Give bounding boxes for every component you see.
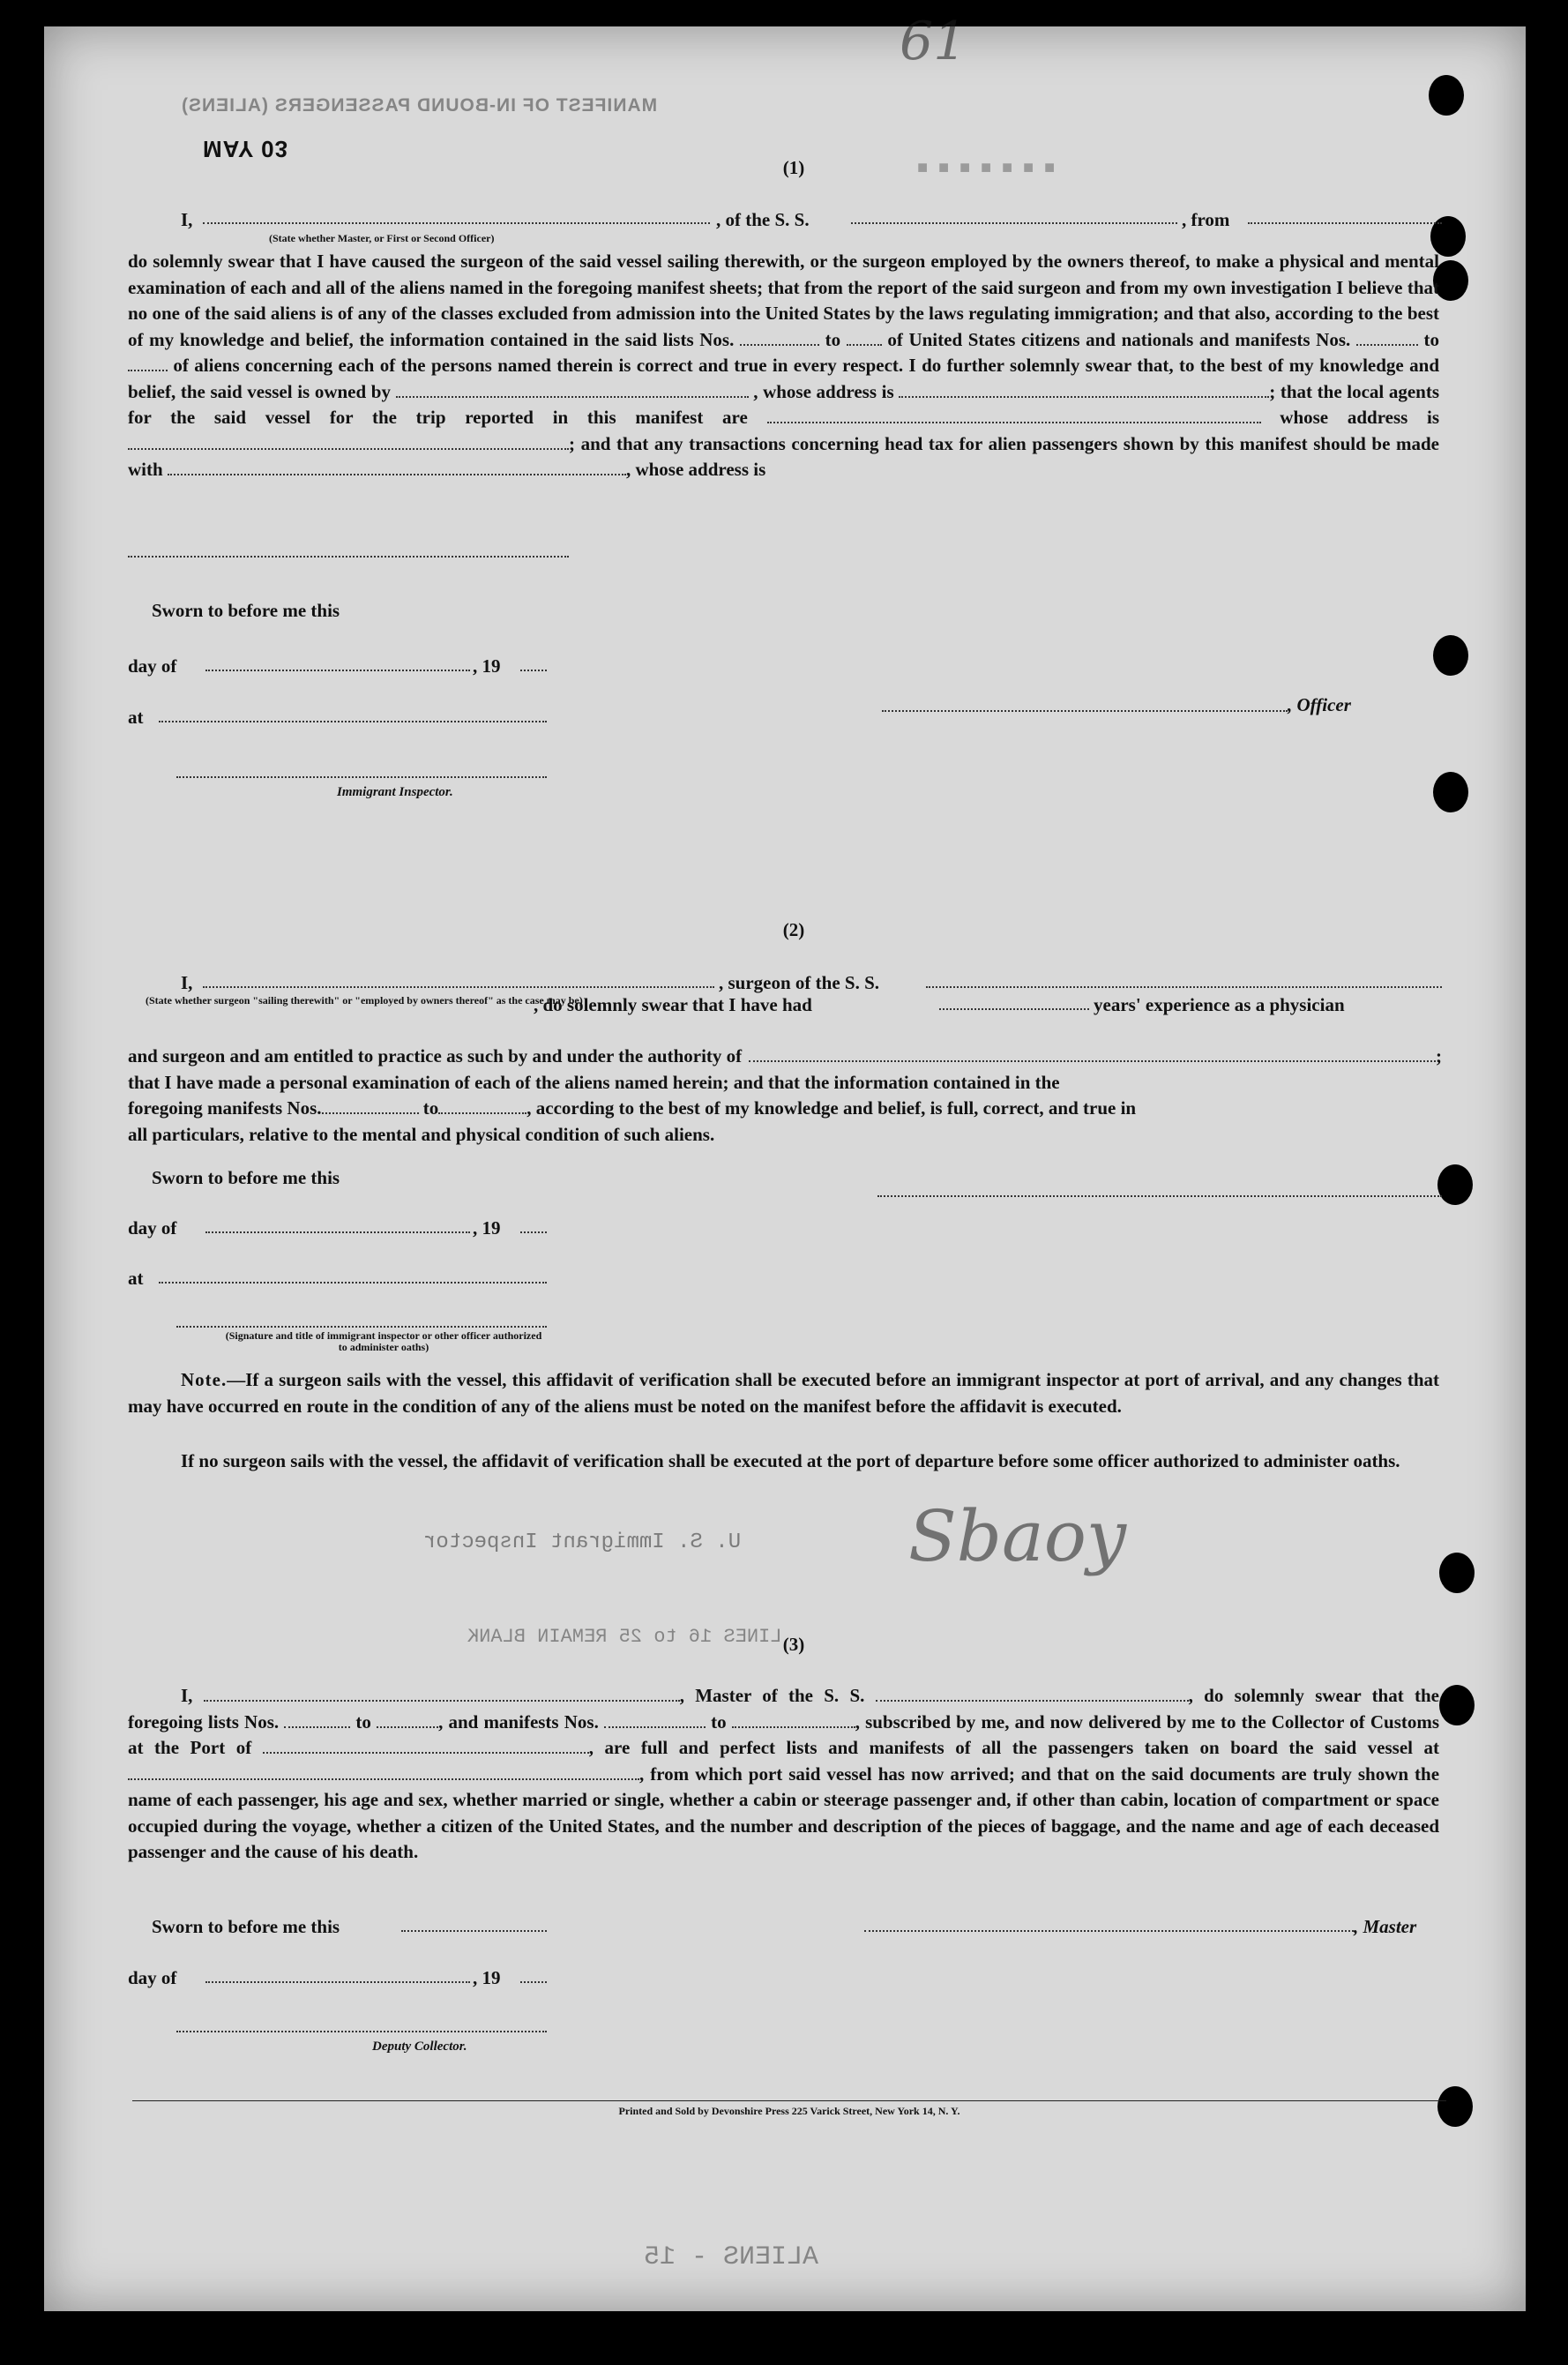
s3-oath-body: I, , Master of the S. S. , do solemnly swear that the foregoing lists Nos. to , and manifests Nos. to , subscribed by me, and now delivered by me to the Collector of Customs at the Port of , are full and perfect lists and manifests of all the passengers taken on board the said vessel at , from which port said vessel has now arrived; and that on the said documents are truly shown the name of each passenger, his age and sex, whether married or single, whether a cabin or steerage passenger and, if other than cabin, location of compartment or space occupied during the voyage, whether a citizen of the United States, and the number and description of the pieces of baggage, and the name and age of each deceased passenger and the cause of his death. [128, 1685, 1440, 1862]
s2-day-field[interactable] [205, 1231, 470, 1233]
s3-year-field[interactable] [520, 1981, 547, 1983]
s2-do-swear: , do solemnly swear that I have had [534, 994, 812, 1015]
s1-from-label: , from [1182, 209, 1230, 230]
footer-rule [132, 2100, 1446, 2101]
s1-officer-name-field[interactable] [203, 222, 710, 224]
s3-sworn-field[interactable] [401, 1930, 547, 1932]
s2-inspector-sig-field[interactable] [176, 1326, 547, 1328]
s1-inspector-caption: Immigrant Inspector. [337, 785, 453, 799]
manifest-page [44, 11, 1526, 2311]
s1-officer-label: , Officer [1288, 694, 1351, 715]
section-1-number: (1) [782, 157, 805, 178]
s1-agents-field[interactable] [767, 409, 1261, 423]
s2-surgeon-of-label: , surgeon of the S. S. [719, 972, 880, 993]
s2-year-prefix: , 19 [473, 1217, 501, 1239]
s1-manifests-to-field[interactable] [128, 357, 168, 371]
mirrored-title: MANIFEST OF IN-BOUND PASSENGERS (ALIENS) [181, 95, 658, 116]
s2-surgeon-caption: (State whether surgeon "sailing therewith" or "employed by owners thereof" as the case may be) [146, 994, 583, 1007]
s3-collector-sig-field[interactable] [176, 2031, 547, 2032]
s1-master-caption: (State whether Master, or First or Second Officer) [269, 232, 495, 244]
s3-deputy-caption: Deputy Collector. [372, 2039, 467, 2054]
s2-surgeon-name-field[interactable] [203, 986, 714, 988]
s2-day-of-label: day of [128, 1217, 177, 1239]
s1-i-label: I, [181, 209, 193, 230]
s2-at-field[interactable] [159, 1282, 547, 1284]
s1-head-tax-address-field[interactable] [128, 556, 569, 558]
s1-year-prefix: , 19 [473, 655, 501, 677]
s1-head-tax-agent-field[interactable] [168, 461, 626, 475]
mirrored-page-number: ALIENS - 15 [644, 2242, 819, 2272]
s3-embark-port-field[interactable] [128, 1766, 639, 1780]
s3-year-prefix: , 19 [473, 1967, 501, 1988]
s2-sig-caption: (Signature and title of immigrant inspector or other officer authorized to administer oaths) [225, 1329, 542, 1353]
s3-lists-from-field[interactable] [284, 1714, 350, 1728]
s2-years-field[interactable] [939, 1008, 1089, 1010]
punch-hole [1429, 75, 1464, 116]
punch-hole [1439, 1553, 1475, 1593]
punch-hole [1439, 1685, 1475, 1725]
s1-of-ss-label: , of the S. S. [716, 209, 810, 230]
s1-manifests-from-field[interactable] [1356, 332, 1418, 346]
s1-owner-address-field[interactable] [899, 384, 1269, 398]
s1-owner-field[interactable] [396, 384, 749, 398]
s2-ship-field[interactable] [926, 986, 1442, 988]
s1-year-field[interactable] [520, 670, 547, 671]
handwritten-signature: Sbaoy [908, 1495, 1127, 1577]
s3-day-field[interactable] [205, 1981, 470, 1983]
s1-inspector-sig-field[interactable] [176, 776, 547, 778]
s2-surgeon-sig-field[interactable] [877, 1195, 1442, 1197]
s2-authority-field[interactable] [749, 1048, 1436, 1062]
s2-manifest-to-field[interactable] [438, 1100, 526, 1114]
s3-master-sig-field[interactable] [864, 1930, 1354, 1932]
s1-at-field[interactable] [159, 721, 547, 722]
s2-year-field[interactable] [520, 1231, 547, 1233]
date-stamp: MAY 03 [203, 136, 289, 162]
s2-years-label: years' experience as a physician [1094, 994, 1345, 1015]
s2-oath-body: and surgeon and am entitled to practice as such by and under the authority of ; that I have made a personal examination of each of the aliens named herein; and that the information contained in the foregoing manifests Nos. to , according to the best of my knowledge and belief, is full, correct, and true in all particulars, relative to the mental and physical condition of such aliens. [128, 1045, 1442, 1145]
s3-day-of-label: day of [128, 1967, 177, 1988]
lines-blank-stamp: LINES 16 to 25 REMAIN BLANK [467, 1626, 782, 1648]
punch-hole [1437, 1164, 1473, 1205]
s1-agents-address-field[interactable] [128, 436, 569, 450]
s3-manifests-to-field[interactable] [732, 1714, 855, 1728]
bleed-through-text: ■ ■ ■ ■ ■ ■ ■ [917, 159, 1056, 179]
s1-ship-name-field[interactable] [851, 222, 1177, 224]
punch-hole [1433, 635, 1468, 676]
punch-hole [1433, 772, 1468, 812]
inspector-stamp: U. S. Immigrant Inspector [423, 1531, 742, 1554]
s1-from-port-field[interactable] [1248, 222, 1442, 224]
s2-note: Note.—If a surgeon sails with the vessel, this affidavit of verification shall be executed before an immigrant inspector at port of arrival, and any changes that may have occurred en route in the condition of any of the aliens must be noted on the manifest before the affidavit is executed. [128, 1369, 1439, 1417]
s1-lists-to-field[interactable] [847, 332, 882, 346]
s2-sworn-label: Sworn to before me this [152, 1167, 340, 1188]
printer-credit: Printed and Sold by Devonshire Press 225 Varick Street, New York 14, N. Y. [618, 2105, 960, 2117]
s1-oath-body: do solemnly swear that I have caused the surgeon of the said vessel sailing therewith, or the surgeon employed by the owners thereof, to make a physical and mental examination of each and all of the aliens named in the foregoing manifest sheets; that from the report of the said surgeon and from my own investigation I believe that no one of the said aliens is of any of the classes excluded from admission into the United States by the laws regulating immigration; and that also, according to the best of my knowledge and belief, the information contained in the said lists Nos. to of United States citizens and nationals and manifests Nos. to of aliens concerning each of the persons named therein is correct and true in every respect. I do further solemnly swear that, to the best of my knowledge and belief, the said vessel is owned by , whose address is ; that the local agents for the said vessel for the trip reported in this manifest are whose address is ; and that any transactions concerning head tax for alien passengers shown by this manifest should be made with , whose address is [128, 251, 1440, 480]
s1-day-field[interactable] [205, 670, 470, 671]
s3-manifests-from-field[interactable] [604, 1714, 706, 1728]
s2-manifest-from-field[interactable] [322, 1100, 419, 1114]
s2-note-2: If no surgeon sails with the vessel, the affidavit of verification shall be executed at the port of departure before some officer authorized to administer oaths. [181, 1450, 1400, 1471]
s3-sworn-label: Sworn to before me this [152, 1916, 340, 1937]
s3-master-label: , Master [1354, 1916, 1417, 1937]
s2-at-label: at [128, 1268, 144, 1289]
s1-lists-from-field[interactable] [740, 332, 819, 346]
s1-at-label: at [128, 707, 144, 728]
section-2-number: (2) [782, 919, 805, 940]
s3-ship-field[interactable] [876, 1688, 1189, 1702]
s1-sworn-label: Sworn to before me this [152, 600, 340, 621]
handwritten-number: 61 [900, 11, 967, 72]
s3-lists-to-field[interactable] [377, 1714, 438, 1728]
s1-day-of-label: day of [128, 655, 177, 677]
section-3-number: (3) [782, 1634, 805, 1655]
s3-master-name-field[interactable] [204, 1688, 680, 1702]
s3-port-field[interactable] [263, 1740, 589, 1754]
s1-officer-sig-field[interactable] [882, 710, 1288, 712]
s2-i-label: I, [181, 972, 193, 993]
